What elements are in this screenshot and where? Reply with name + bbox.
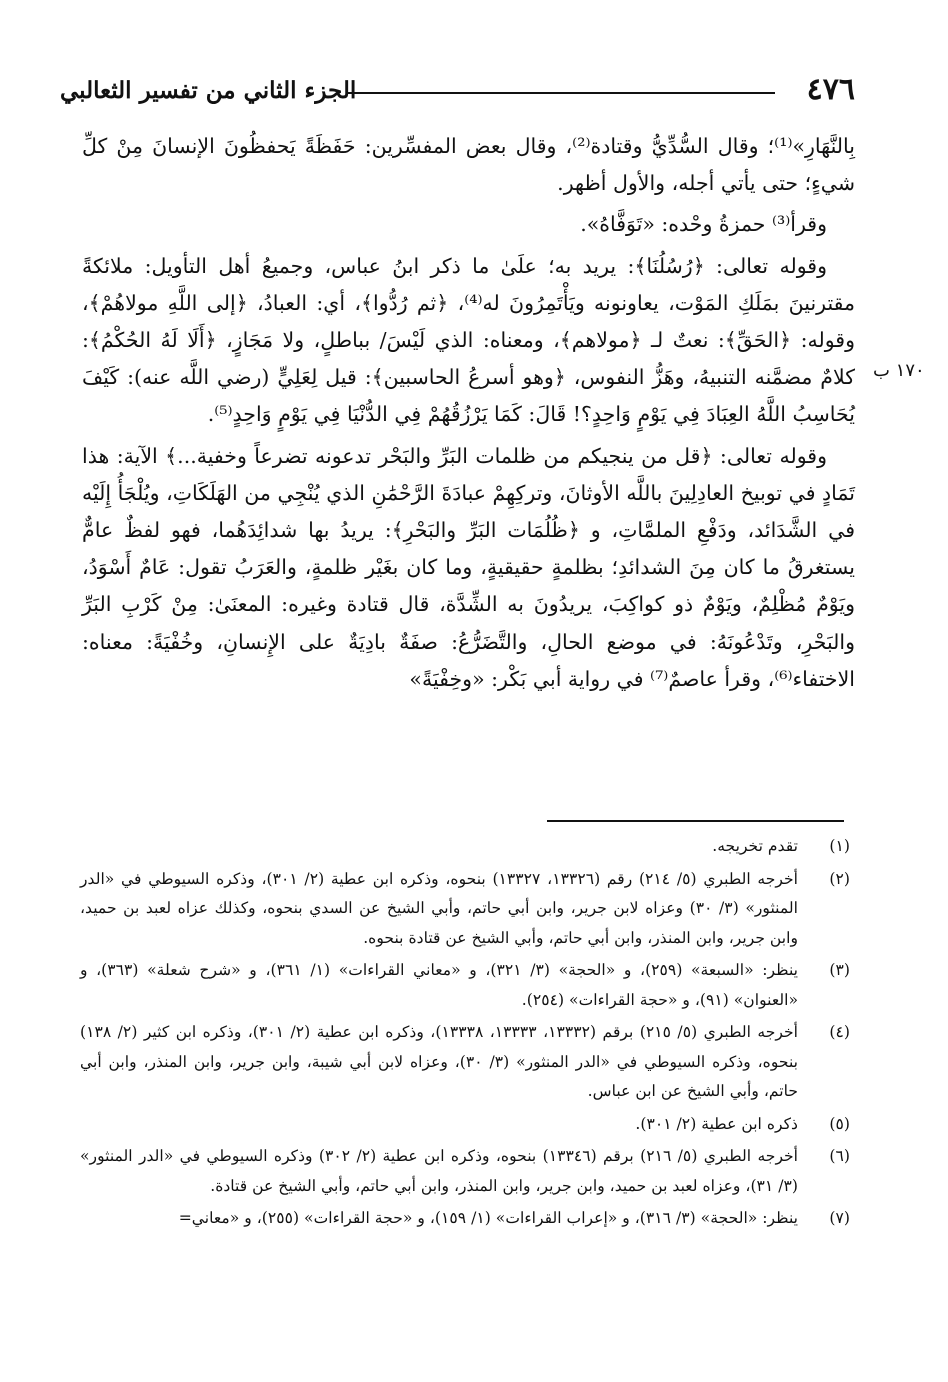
footnote-number: (٧) [829, 1209, 850, 1227]
paragraph: بِالنَّهَارِ»⁽¹⁾؛ وقال السُّدِّيُّ وقتادة⁽²⁾، وقال بعض المفسِّرين: حَفَظَةً يَحفظُونَ الإنسانَ مِنْ كلِّ شيءٍ؛ حتى يأتي أجله، والأول أظهر. [82, 134, 856, 196]
paragraph: وقوله تعالى: ﴿رُسُلُنَا﴾: يريد به؛ علَىٰ ما ذكر ابنُ عباس، وجميعُ أهل التأويل: ملائكةً مقترنينَ بمَلَكِ المَوْت، يعاونونه ويَأْتَمِرُونَ له⁽⁴⁾، ﴿ثم رُدُّوا﴾، أي: العبادُ، ﴿إلى اللَّهِ مولاهُمْ﴾، وقوله: ﴿الحَقِّ﴾: نعتٌ لـ ﴿مولاهم﴾، ومعناه: الذي لَيْسَ/ بباطلٍ، ولا مَجَازٍ، ﴿أَلَا لَهُ الحُكْمُ﴾: كلامٌ مضمَّنه التنبيهُ، وهَزُّ النفوس، ﴿وهو أسرعُ الحاسبين﴾: قيل لِعَلِيٍّ (رضي اللَّه عنه): كَيْفَ يُحَاسِبُ اللَّهُ العِبَادَ فِي يَوْمٍ وَاحِدٍ؟! قَالَ: كَمَا يَرْزُقُهُمْ فِي الدُّنْيَا فِي يَوْمٍ وَاحِدٍ⁽⁵⁾. [82, 253, 855, 427]
paragraph: وقرأ⁽³⁾ حمزةُ وحْده: «تَوَفَّاهُ». [580, 212, 827, 237]
footnote-text: ينظر: «الحجة» (٣/ ٣١٦)، و «إعراب القراءات» (١/ ١٥٩)، و «حجة القراءات» (٢٥٥)، و «معاني= [178, 1209, 798, 1227]
footnote-text: أخرجه الطبري (٥/ ٢١٤) رقم (١٣٣٢٦، ١٣٣٢٧) بنحوه، وذكره ابن عطية (٢/ ٣٠١)، وذكره السيوطي في «الدر المنثور» (٣/ ٣٠) وعزاه لابن جرير، وابن أبي حاتم، وأبي الشيخ عن السدي بنحوه، وكذلك عزاه لعبد بن حميد، وابن جرير، وابن المنذر، وابن أبي حاتم، وأبي الشيخ عن قتادة بنحوه. [80, 869, 798, 947]
footnote-number: (٥) [829, 1114, 850, 1133]
footnote-item [80, 1018, 850, 1107]
footnote-item [80, 956, 850, 1015]
page-number: ٤٧٦ [806, 72, 855, 107]
paragraph: وقوله تعالى: ﴿قل من ينجيكم من ظلمات البَرِّ والبَحْر تدعونه تضرعاً وخفية...﴾ الآية: هذا تَمَادٍ في توبيخ العادِلِينَ باللَّه الأوثانَ، وتركِهِمْ عبادَةَ الرَّحْمَٰنِ الذي يُنْجِي من الهَلَكَاتِ، ويُلْجَأُ إِلَيْه في الشَّدَائد، ودَفْعِ الملمَّاتِ، و ﴿ظُلُمَات البَرِّ والبَحْرِ﴾: يريدُ بها شدائِدَهُما، فهو لفظٌ عامٌّ يستغرقُ ما كان مِنَ الشدائدِ؛ بظلمةٍ حقيقيةٍ، وما كان بغَيْر ظلمةٍ، والعَرَبُ تقول: عَامٌ أَسْوَدُ، ويَوْمٌ مُظْلِمٌ، ويَوْمٌ ذو كواكِبَ، يريدُونَ به الشِّدَّة، قال قتادة وغيره: المعنَىٰ: مِنْ كَرْبِ البَرِّ والبَحْرِ، وتَدْعُونَهُ: في موضع الحالِ، والتَّضَرُّعُ: صفَةٌ بادِيَةٌ على الإِنسانِ، وخُفْيَةً: معناه: الاختفاء⁽⁶⁾، وقرأ عاصمٌ⁽⁷⁾ في رواية أبي بَكْر: «وخِفْيَةً» [82, 443, 855, 691]
footnote-separator [547, 820, 844, 822]
footnote-text: ينظر: «السبعة» (٢٥٩)، و «الحجة» (٣/ ٣٢١)، و «معاني القراءات» (١/ ٣٦١)، و «شرح شعلة» (٣٦٣)، و «العنوان» (٩١)، و «حجة القراءات» (٢٥٤). [80, 961, 798, 1009]
header-rule [348, 92, 775, 94]
main-text [82, 128, 855, 702]
footnote-text: ذكره ابن عطية (٢/ ٣٠١). [635, 1114, 798, 1133]
footnote-text: أخرجه الطبري (٥/ ٢١٥) برقم (١٣٣٣٢، ١٣٣٣٣، ١٣٣٣٨)، وذكره ابن عطية (٢/ ٣٠١)، وذكره ابن كثير (٢/ ١٣٨) بنحوه، وذكره السيوطي في «الدر المنثور» (٣/ ٣٠)، وعزاه لابن أبي شيبة، وابن جرير، وابن المنذر، وابن أبي حاتم، وأبي الشيخ عن ابن عباس. [80, 1023, 798, 1100]
footnote-item [80, 1204, 850, 1234]
footnote-item [80, 1110, 850, 1140]
margin-manuscript-reference: ١٧٠ ب [873, 360, 925, 381]
footnotes [80, 832, 850, 1237]
footnote-number: (٣) [829, 961, 850, 979]
footnote-item [80, 865, 850, 954]
footnote-item [80, 1142, 850, 1201]
footnote-item [80, 832, 850, 862]
footnote-number: (٢) [829, 869, 850, 888]
footnote-number: (١) [829, 837, 850, 855]
page-header [60, 72, 855, 112]
footnote-text: أخرجه الطبري (٥/ ٢١٦) برقم (١٣٣٤٦) بنحوه، وذكره ابن عطية (٢/ ٣٠٢) وذكره السيوطي في «الدر المنثور» (٣/ ٣١)، وعزاه لعبد بن حميد، وابن جرير، وابن المنذر، وابن أبي حاتم، وأبي الشيخ عن قتادة. [80, 1147, 799, 1195]
footnote-text: تقدم تخريجه. [712, 837, 798, 855]
running-title: الجزء الثاني من تفسير الثعالبي [60, 77, 357, 104]
footnote-number: (٦) [829, 1147, 850, 1165]
footnote-number: (٤) [829, 1023, 850, 1041]
